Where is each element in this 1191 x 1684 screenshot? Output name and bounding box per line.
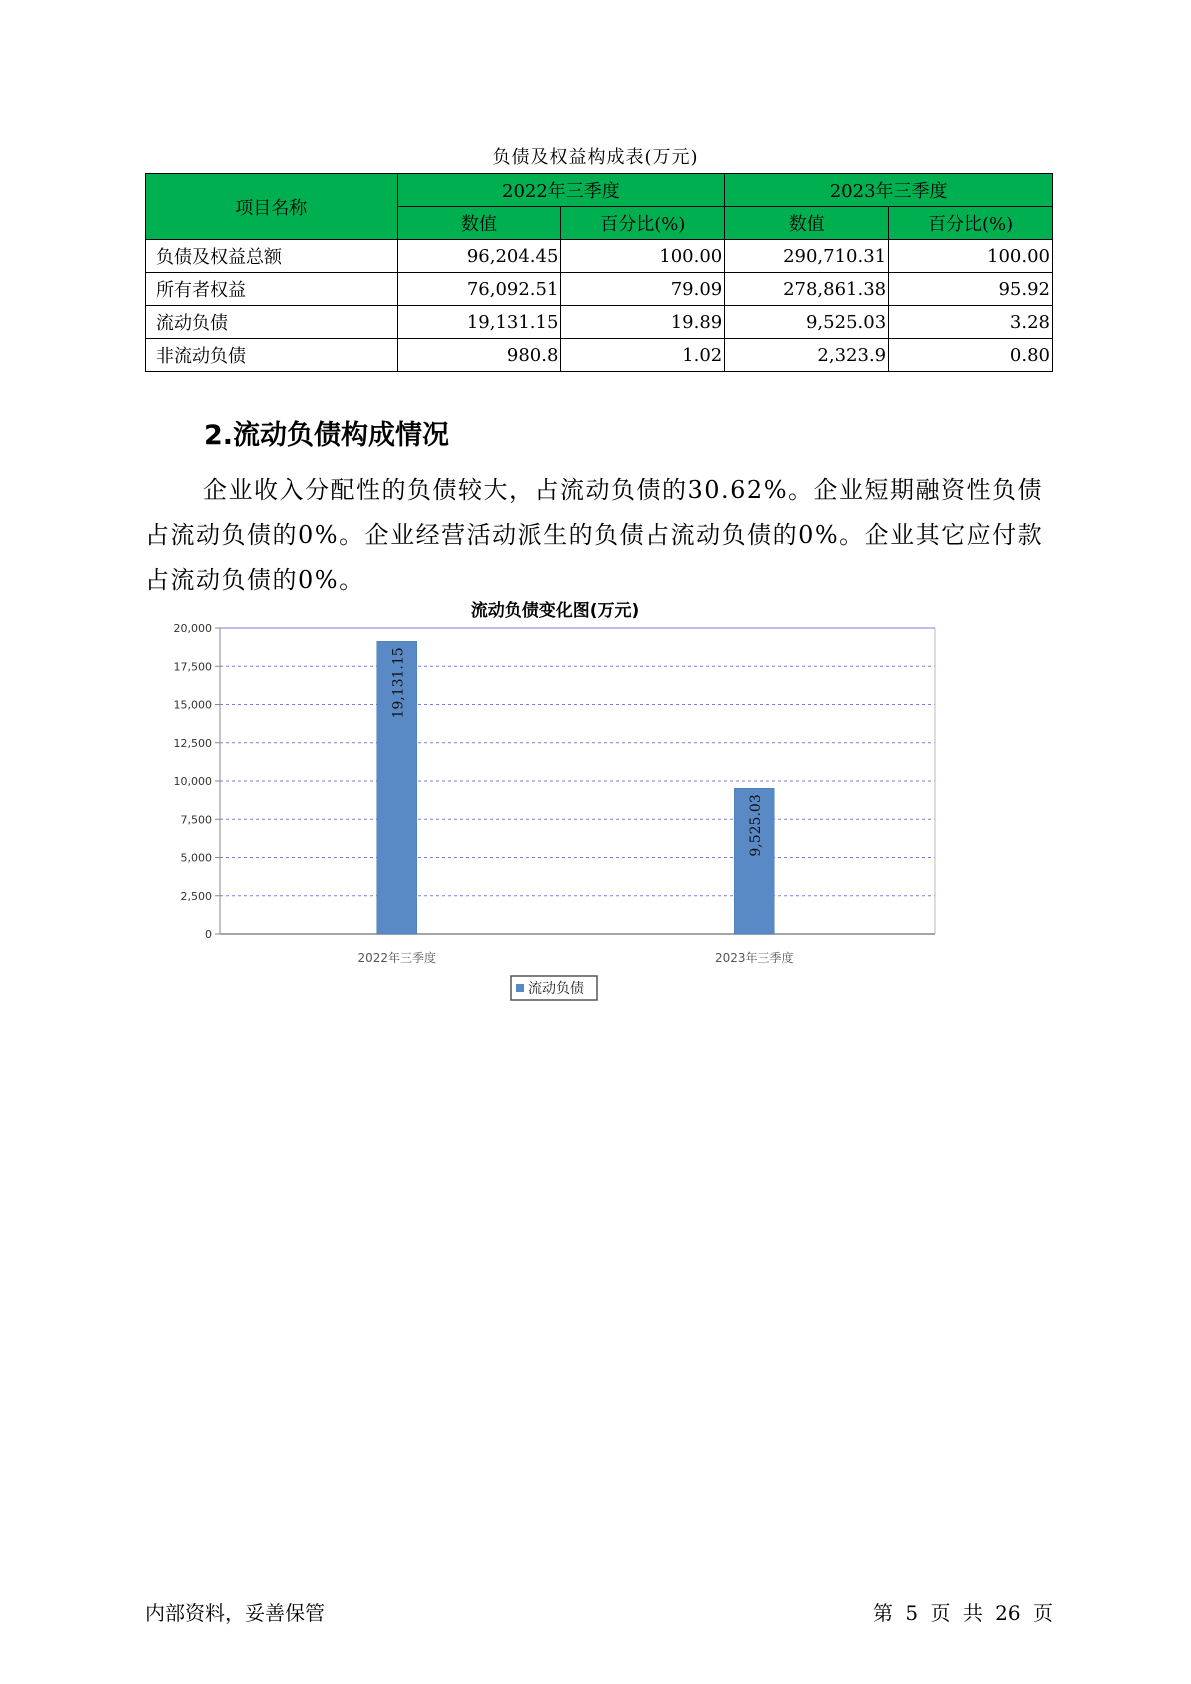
cell: 9,525.03 [725,306,889,339]
cell: 19,131.15 [397,306,561,339]
cell: 95.92 [889,273,1053,306]
cell: 100.00 [561,240,725,273]
cell: 290,710.31 [725,240,889,273]
legend-label: 流动负债 [528,981,584,997]
cell: 100.00 [889,240,1053,273]
row-name: 所有者权益 [146,273,398,306]
header-item-name: 项目名称 [146,174,398,240]
y-tick-label: 0 [205,928,212,941]
subheader-value: 数值 [397,207,561,240]
cell: 76,092.51 [397,273,561,306]
footer-page-number: 第 5 页 共 26 页 [873,1601,1053,1625]
x-tick-label: 2023年三季度 [714,951,794,965]
subheader-percent: 百分比(%) [889,207,1053,240]
table-row [146,339,1053,372]
y-tick-label: 7,500 [180,813,212,827]
current-liabilities-chart [145,601,1053,1088]
bar-data-label: 19,131.15 [390,647,407,719]
y-tick-label: 15,000 [173,698,212,712]
footer-confidential: 内部资料，妥善保管 [145,1601,325,1625]
subheader-percent: 百分比(%) [561,207,725,240]
y-tick-label: 5,000 [180,851,212,865]
table-row [146,306,1053,339]
section-heading: 2.流动负债构成情况 [204,420,450,451]
section-paragraph: 企业收入分配性的负债较大，占流动负债的30.62%。企业短期融资性负债占流动负债的0%。企业经营活动派生的负债占流动负债的0%。企业其它应付款占流动负债的0%。 [145,476,1044,594]
subheader-value: 数值 [725,207,889,240]
header-period-2022: 2022年三季度 [397,174,725,207]
cell: 980.8 [397,339,561,372]
row-name: 负债及权益总额 [146,240,398,273]
bar-data-label: 9,525.03 [748,794,765,857]
y-tick-label: 12,500 [173,736,212,750]
cell: 1.02 [561,339,725,372]
row-name: 非流动负债 [146,339,398,372]
y-tick-label: 17,500 [173,660,212,674]
table-row [146,240,1053,273]
row-name: 流动负债 [146,306,398,339]
cell: 79.09 [561,273,725,306]
cell: 3.28 [889,306,1053,339]
cell: 96,204.45 [397,240,561,273]
cell: 2,323.9 [725,339,889,372]
cell: 0.80 [889,339,1053,372]
header-period-2023: 2023年三季度 [725,174,1053,207]
x-tick-label: 2022年三季度 [357,951,437,965]
cell: 19.89 [561,306,725,339]
y-tick-label: 10,000 [173,775,212,788]
liabilities-equity-table [145,173,1053,372]
legend-swatch [516,984,524,992]
table-row [146,273,1053,306]
chart-title: 流动负债变化图(万元) [470,601,640,621]
y-tick-label: 2,500 [180,889,212,903]
y-tick-label: 20,000 [173,622,212,635]
table-caption: 负债及权益构成表(万元) [492,147,699,168]
cell: 278,861.38 [725,273,889,306]
